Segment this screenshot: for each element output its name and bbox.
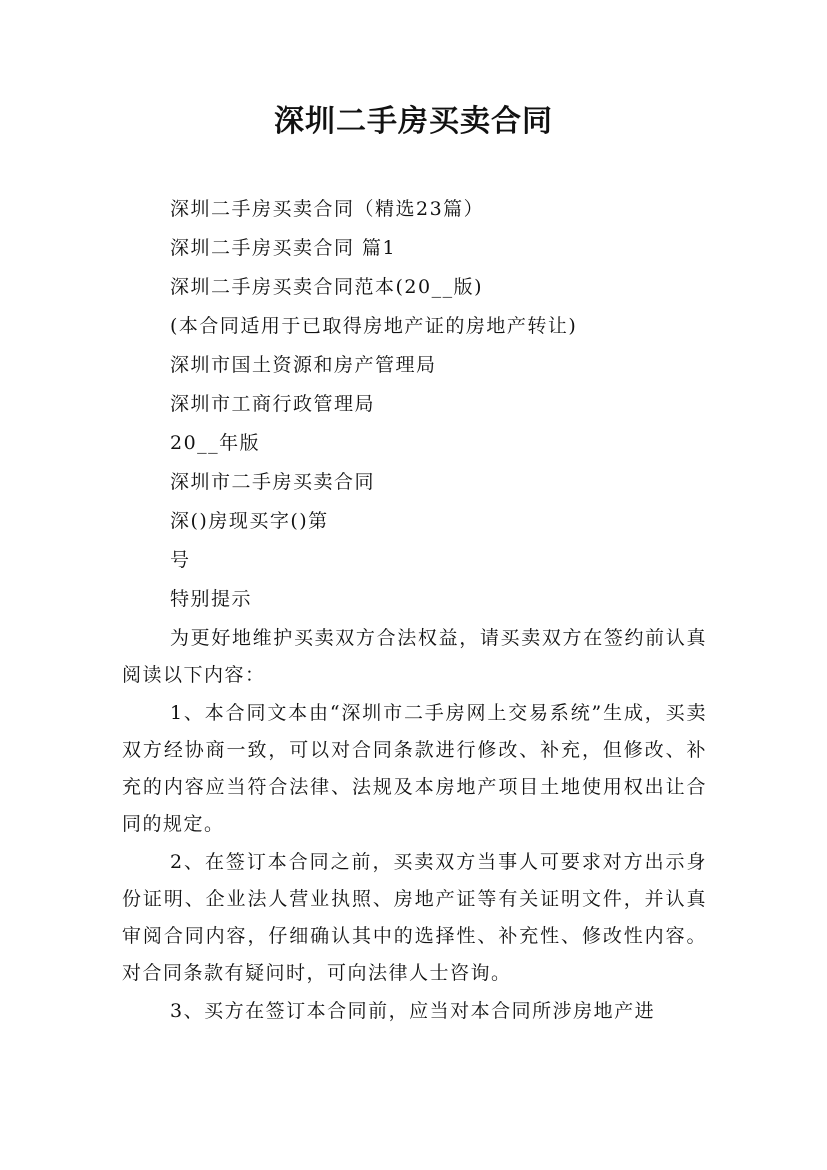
text-line: 深圳市工商行政管理局 [170, 393, 376, 415]
paragraph: 1、本合同文本由“深圳市二手房网上交易系统”生成，买卖双方经协商一致，可以对合同条款进行修改、补充，但修改、补充的内容应当符合法律、法规及本房地产项目土地使用权出让合同的规定。 [122, 702, 707, 835]
text-line: 深圳二手房买卖合同（精选23篇） [170, 198, 485, 220]
text-line: 深圳市国土资源和房产管理局 [170, 354, 437, 376]
document-title: 深圳二手房买卖合同 [274, 104, 553, 139]
text-line: 深圳二手房买卖合同 篇1 [170, 237, 397, 259]
text-line: 号 [170, 549, 191, 571]
text-line: 20__年版 [170, 432, 261, 454]
text-line: 深圳二手房买卖合同范本(20__版) [170, 276, 484, 298]
text-line: 特别提示 [170, 588, 253, 610]
text-line: 深圳市二手房买卖合同 [170, 471, 376, 493]
paragraph: 为更好地维护买卖双方合法权益，请买卖双方在签约前认真阅读以下内容： [122, 627, 707, 686]
text-line: 深()房现买字()第 [170, 510, 329, 532]
document-body [122, 190, 707, 1030]
paragraph: 2、在签订本合同之前，买卖双方当事人可要求对方出示身份证明、企业法人营业执照、房地产证等有关证明文件，并认真审阅合同内容，仔细确认其中的选择性、补充性、修改性内容。对合同条款有疑问时，可向法律人士咨询。 [122, 851, 707, 984]
paragraph: 3、买方在签订本合同前，应当对本合同所涉房地产进 [170, 1000, 656, 1022]
text-line: (本合同适用于已取得房地产证的房地产转让) [170, 315, 578, 337]
